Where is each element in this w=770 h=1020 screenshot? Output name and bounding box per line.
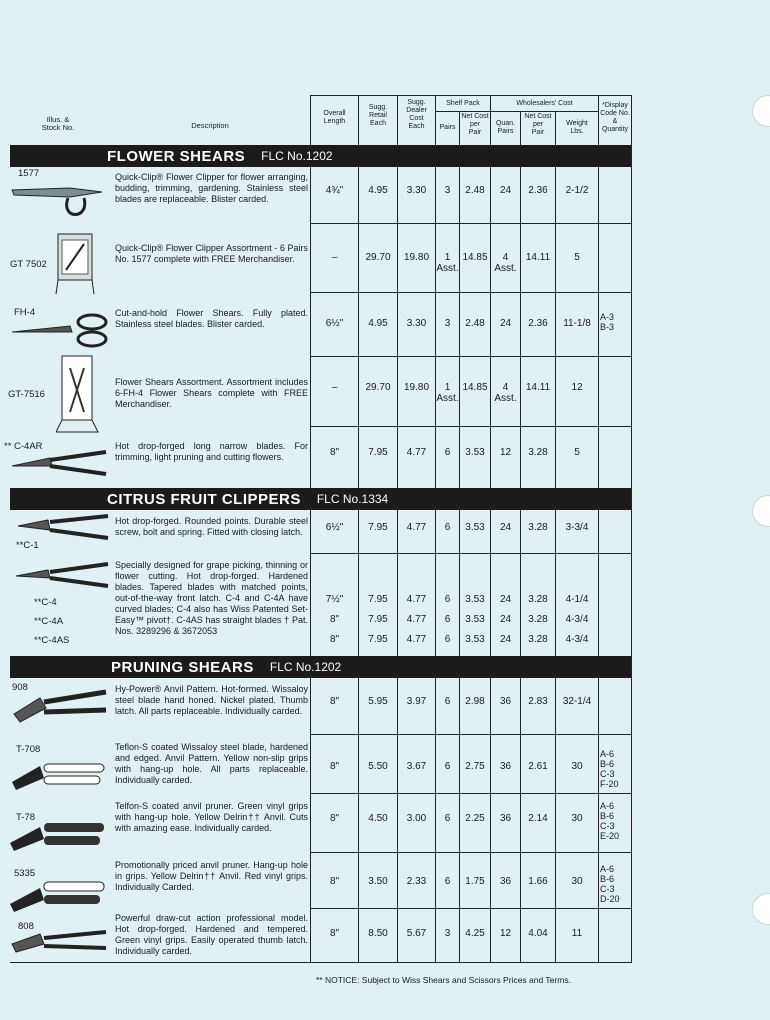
- header-display: *Display Code No. & Quantity: [600, 102, 630, 133]
- header-illus: Illus. & Stock No.: [41, 115, 75, 132]
- cell-pairs: 6: [444, 761, 451, 772]
- section-title: PRUNING SHEARS: [111, 658, 254, 676]
- cell-length: 8": [329, 696, 340, 707]
- cell-length: 8": [329, 761, 340, 772]
- cell-retail: 5.95: [368, 696, 388, 707]
- cell-dealer: 4.77 4.77 4.77: [406, 594, 427, 645]
- cell-pairs: 3: [444, 318, 451, 329]
- clipper-assortment-icon: [54, 230, 98, 298]
- cell-shelf-net: 1.75: [465, 876, 485, 887]
- product-description: Promotionally priced anvil pruner. Hang-up hole in grips. Yellow Delrin†† Anvil. Red vinyl grips. Individually Carded.: [115, 860, 308, 892]
- section-band-flower-shears: [10, 145, 631, 167]
- cell-length: 8": [329, 447, 340, 458]
- notice-text: ** NOTICE: Subject to Wiss Shears and Scissors Prices and Terms.: [316, 975, 571, 985]
- section-flc: FLC No.1202: [269, 660, 342, 674]
- cell-quan: 36: [499, 696, 512, 707]
- header-sugg-retail: Sugg. Retail Each: [368, 104, 388, 127]
- cell-retail: 4.95: [368, 185, 388, 196]
- product-description: Cut-and-hold Flower Shears. Fully plated. Stainless steel blades. Blister carded.: [115, 308, 308, 329]
- cell-weight: 4-1/4 4-3/4 4-3/4: [565, 594, 589, 645]
- row-rule: [310, 734, 631, 735]
- cell-length: 8": [329, 813, 340, 824]
- product-description: Hot drop-forged long narrow blades. For trimming, light pruning and cutting flowers.: [115, 441, 308, 462]
- row-rule: [310, 426, 631, 427]
- product-description: Hot drop-forged. Rounded points. Durable steel screw, bolt and spring. Fitted with closing latch.: [115, 516, 308, 537]
- cell-quan: 4 Asst.: [494, 252, 517, 274]
- cell-dealer: 4.77: [406, 447, 427, 458]
- cell-dealer: 19.80: [403, 252, 430, 263]
- cell-dealer: 3.30: [406, 318, 427, 329]
- row-rule: [310, 852, 631, 853]
- stock-no: 908: [12, 682, 28, 693]
- cell-length: –: [331, 252, 338, 263]
- section-band-pruning-shears: [10, 656, 631, 678]
- cell-whole-net: 4.04: [528, 928, 548, 939]
- cell-shelf-net: 2.98: [465, 696, 485, 707]
- cell-quan: 24: [499, 522, 512, 533]
- cell-display-code: A-3 B-3: [600, 312, 615, 332]
- cell-display-code: A-6 B-6 C-3 E-20: [600, 801, 620, 841]
- col-rule: [459, 111, 460, 963]
- cell-whole-net: 3.28: [528, 522, 548, 533]
- cell-dealer: 2.33: [406, 876, 427, 887]
- section-title: FLOWER SHEARS: [107, 147, 246, 165]
- header-quan-pairs: Quan. Pairs: [495, 120, 516, 135]
- cell-retail: 7.95 7.95 7.95: [368, 594, 388, 645]
- cell-dealer: 3.67: [406, 761, 427, 772]
- cell-whole-net: 2.61: [528, 761, 548, 772]
- stock-no: ** C-4AR: [4, 441, 43, 452]
- anvil-pruner-icon: [10, 688, 110, 728]
- header-net-cost-shelf: Net Cost per Pair: [461, 113, 489, 136]
- cell-dealer: 19.80: [403, 382, 430, 393]
- cell-retail: 7.95: [368, 522, 388, 533]
- cell-quan: 4 Asst.: [494, 382, 517, 404]
- row-rule: [310, 223, 631, 224]
- cell-shelf-net: 14.85: [462, 382, 488, 393]
- binder-hole: [752, 893, 770, 925]
- product-description: Quick-Clip® Flower Clipper for flower arranging, budding, trimming, gardening. Stainless steel blades are replaceable. Blister carded.: [115, 172, 308, 204]
- cell-length: –: [331, 382, 338, 393]
- cell-whole-net: 2.36: [528, 318, 548, 329]
- cell-weight: 12: [571, 382, 583, 393]
- cell-retail: 3.50: [368, 876, 388, 887]
- cell-whole-net: 14.11: [525, 382, 551, 393]
- red-grip-pruner-icon: [6, 876, 106, 916]
- product-description: Telfon-S coated anvil pruner. Green vinyl grips with hang-up hole. Yellow Delrin†† Anvil. Cuts with amazing ease. Individually carded.: [115, 801, 308, 833]
- cell-shelf-net: 3.53: [465, 522, 485, 533]
- row-rule: [310, 292, 631, 293]
- binder-hole: [752, 495, 770, 527]
- cell-pairs: 3: [444, 185, 451, 196]
- col-rule: [555, 111, 556, 963]
- col-rule: [598, 95, 599, 963]
- row-rule: [310, 553, 631, 554]
- cell-weight: 2-1/2: [565, 185, 589, 196]
- product-description: Quick-Clip® Flower Clipper Assortment - 6 Pairs No. 1577 complete with FREE Merchandiser.: [115, 243, 308, 264]
- cell-quan: 24 24 24: [499, 594, 512, 645]
- row-rule: [310, 908, 631, 909]
- cell-pairs: 6: [444, 876, 451, 887]
- cell-pairs: 1 Asst.: [436, 252, 459, 274]
- cell-weight: 5: [574, 252, 580, 263]
- row-rule: [310, 356, 631, 357]
- col-rule: [520, 111, 521, 963]
- cell-dealer: 5.67: [406, 928, 427, 939]
- cell-pairs: 6: [444, 522, 451, 533]
- cell-quan: 36: [499, 876, 512, 887]
- cell-retail: 8.50: [368, 928, 388, 939]
- cell-weight: 11-1/8: [563, 318, 591, 329]
- teflon-pruner-icon: [8, 756, 108, 794]
- section-title: CITRUS FRUIT CLIPPERS: [107, 490, 301, 508]
- header-description: Description: [191, 121, 229, 130]
- header-shelf-pack: Shelf Pack: [446, 100, 480, 107]
- header-weight: Weight Lbs.: [566, 120, 588, 135]
- cell-pairs: 6: [444, 696, 451, 707]
- cell-quan: 36: [499, 813, 512, 824]
- draw-cut-pruner-icon: [10, 928, 110, 956]
- cell-retail: 29.70: [365, 382, 391, 393]
- col-rule: [631, 95, 632, 963]
- cell-dealer: 4.77: [406, 522, 427, 533]
- cell-weight: 11: [571, 928, 583, 939]
- cell-shelf-net: 3.53: [465, 447, 485, 458]
- stock-no: GT-7516: [8, 389, 45, 400]
- cell-length: 8": [329, 928, 340, 939]
- cell-quan: 12: [499, 928, 512, 939]
- cell-quan: 12: [499, 447, 512, 458]
- grape-clipper-icon: [14, 560, 112, 590]
- cell-weight: 30: [571, 813, 583, 824]
- cell-weight: 30: [571, 876, 583, 887]
- product-description: Powerful draw-cut action professional model. Hot drop-forged. Hardened and tempered. Green vinyl grips. Easily operated thumb latch. Individually carded.: [115, 913, 308, 956]
- cell-whole-net: 2.36: [528, 185, 548, 196]
- header-wholesalers-cost: Wholesalers' Cost: [516, 100, 573, 107]
- cell-shelf-net: 14.85: [462, 252, 488, 263]
- header-pairs: Pairs: [439, 124, 456, 131]
- stock-no: T-708: [16, 744, 41, 755]
- stock-no: 5335: [14, 868, 36, 879]
- cell-weight: 30: [571, 761, 583, 772]
- cell-length: 6½": [325, 522, 344, 533]
- section-band-citrus-fruit-clippers: [10, 488, 631, 510]
- shears-assortment-icon: [56, 352, 102, 436]
- cell-length: 6½": [325, 318, 344, 329]
- cell-length: 4¾": [325, 185, 344, 196]
- row-rule: [310, 793, 631, 794]
- cell-shelf-net: 3.53 3.53 3.53: [465, 594, 485, 645]
- header-net-cost-whole: Net Cost per Pair: [524, 113, 552, 136]
- cell-retail: 4.95: [368, 318, 388, 329]
- cell-pairs: 1 Asst.: [436, 382, 459, 404]
- flower-clipper-icon: [10, 178, 110, 223]
- cell-whole-net: 14.11: [525, 252, 551, 263]
- cell-whole-net: 2.83: [528, 696, 548, 707]
- binder-hole: [752, 95, 770, 127]
- cell-quan: 24: [499, 185, 512, 196]
- product-description: Specially designed for grape picking, thinning or flower cutting. Hot drop-forged. Hardened blades. Tapered blades with matched points, out-of-the-way front latch. C-4 and C-4A have curved blades; C-4 also has Wiss Patented Set-Easy™ pivot†. C-4AS has straight blades † Pat. Nos. 3289296 & 3672053: [115, 560, 308, 636]
- product-description: Hy-Power® Anvil Pattern. Hot-formed. Wissaloy steel blade hand honed. Nickel plated. Thumb latch. All parts replaceable. Individually carded.: [115, 684, 308, 716]
- stock-no: T-78: [16, 812, 36, 823]
- cell-weight: 5: [574, 447, 580, 458]
- cell-retail: 5.50: [368, 761, 388, 772]
- cell-retail: 7.95: [368, 447, 388, 458]
- cell-weight: 32-1/4: [562, 696, 592, 707]
- section-flc: FLC No.1202: [261, 149, 333, 163]
- citrus-clipper-icon: [14, 510, 112, 544]
- cell-shelf-net: 2.48: [465, 185, 485, 196]
- cell-shelf-net: 2.25: [465, 813, 485, 824]
- cell-quan: 24: [499, 318, 512, 329]
- cell-shelf-net: 4.25: [465, 928, 485, 939]
- cell-dealer: 3.97: [406, 696, 427, 707]
- cell-weight: 3-3/4: [565, 522, 589, 533]
- cell-display-code: A-6 B-6 C-3 F-20: [600, 749, 619, 789]
- cell-length: 8": [329, 876, 340, 887]
- cell-retail: 4.50: [368, 813, 388, 824]
- cell-dealer: 3.00: [406, 813, 427, 824]
- cell-whole-net: 2.14: [528, 813, 548, 824]
- header-overall-length: Overall Length: [323, 110, 346, 125]
- cell-pairs: 3: [444, 928, 451, 939]
- section-flc: FLC No.1334: [316, 492, 389, 506]
- cell-shelf-net: 2.48: [465, 318, 485, 329]
- cell-quan: 36: [499, 761, 512, 772]
- stock-no: 1577: [18, 168, 40, 179]
- cell-dealer: 3.30: [406, 185, 427, 196]
- stock-no: GT 7502: [10, 259, 47, 270]
- stock-no: FH-4: [14, 307, 36, 318]
- cell-whole-net: 3.28 3.28 3.28: [528, 594, 548, 645]
- cell-display-code: A-6 B-6 C-3 D-20: [600, 864, 620, 904]
- stock-no: **C-1: [16, 540, 39, 551]
- table-bottom-rule: [10, 962, 631, 963]
- header-sugg-dealer: Sugg. Dealer Cost Each: [406, 99, 427, 130]
- cell-pairs: 6 6 6: [444, 594, 451, 645]
- cell-pairs: 6: [444, 813, 451, 824]
- cell-whole-net: 1.66: [528, 876, 548, 887]
- stock-no: **C-4 **C-4A **C-4AS: [34, 597, 70, 646]
- product-description: Teflon-S coated Wissaloy steel blade, hardened and edged. Anvil Pattern. Yellow non-slip grips with hang-up hole. All parts replaceable. Individually carded.: [115, 742, 308, 785]
- cell-length: 7½" 8" 8": [325, 594, 344, 645]
- cell-shelf-net: 2.75: [465, 761, 485, 772]
- product-description: Flower Shears Assortment. Assortment includes 6-FH-4 Flower Shears complete with FREE Merchandiser.: [115, 377, 308, 409]
- cell-whole-net: 3.28: [528, 447, 548, 458]
- cell-pairs: 6: [444, 447, 451, 458]
- stock-no: 808: [18, 921, 34, 932]
- cell-retail: 29.70: [365, 252, 391, 263]
